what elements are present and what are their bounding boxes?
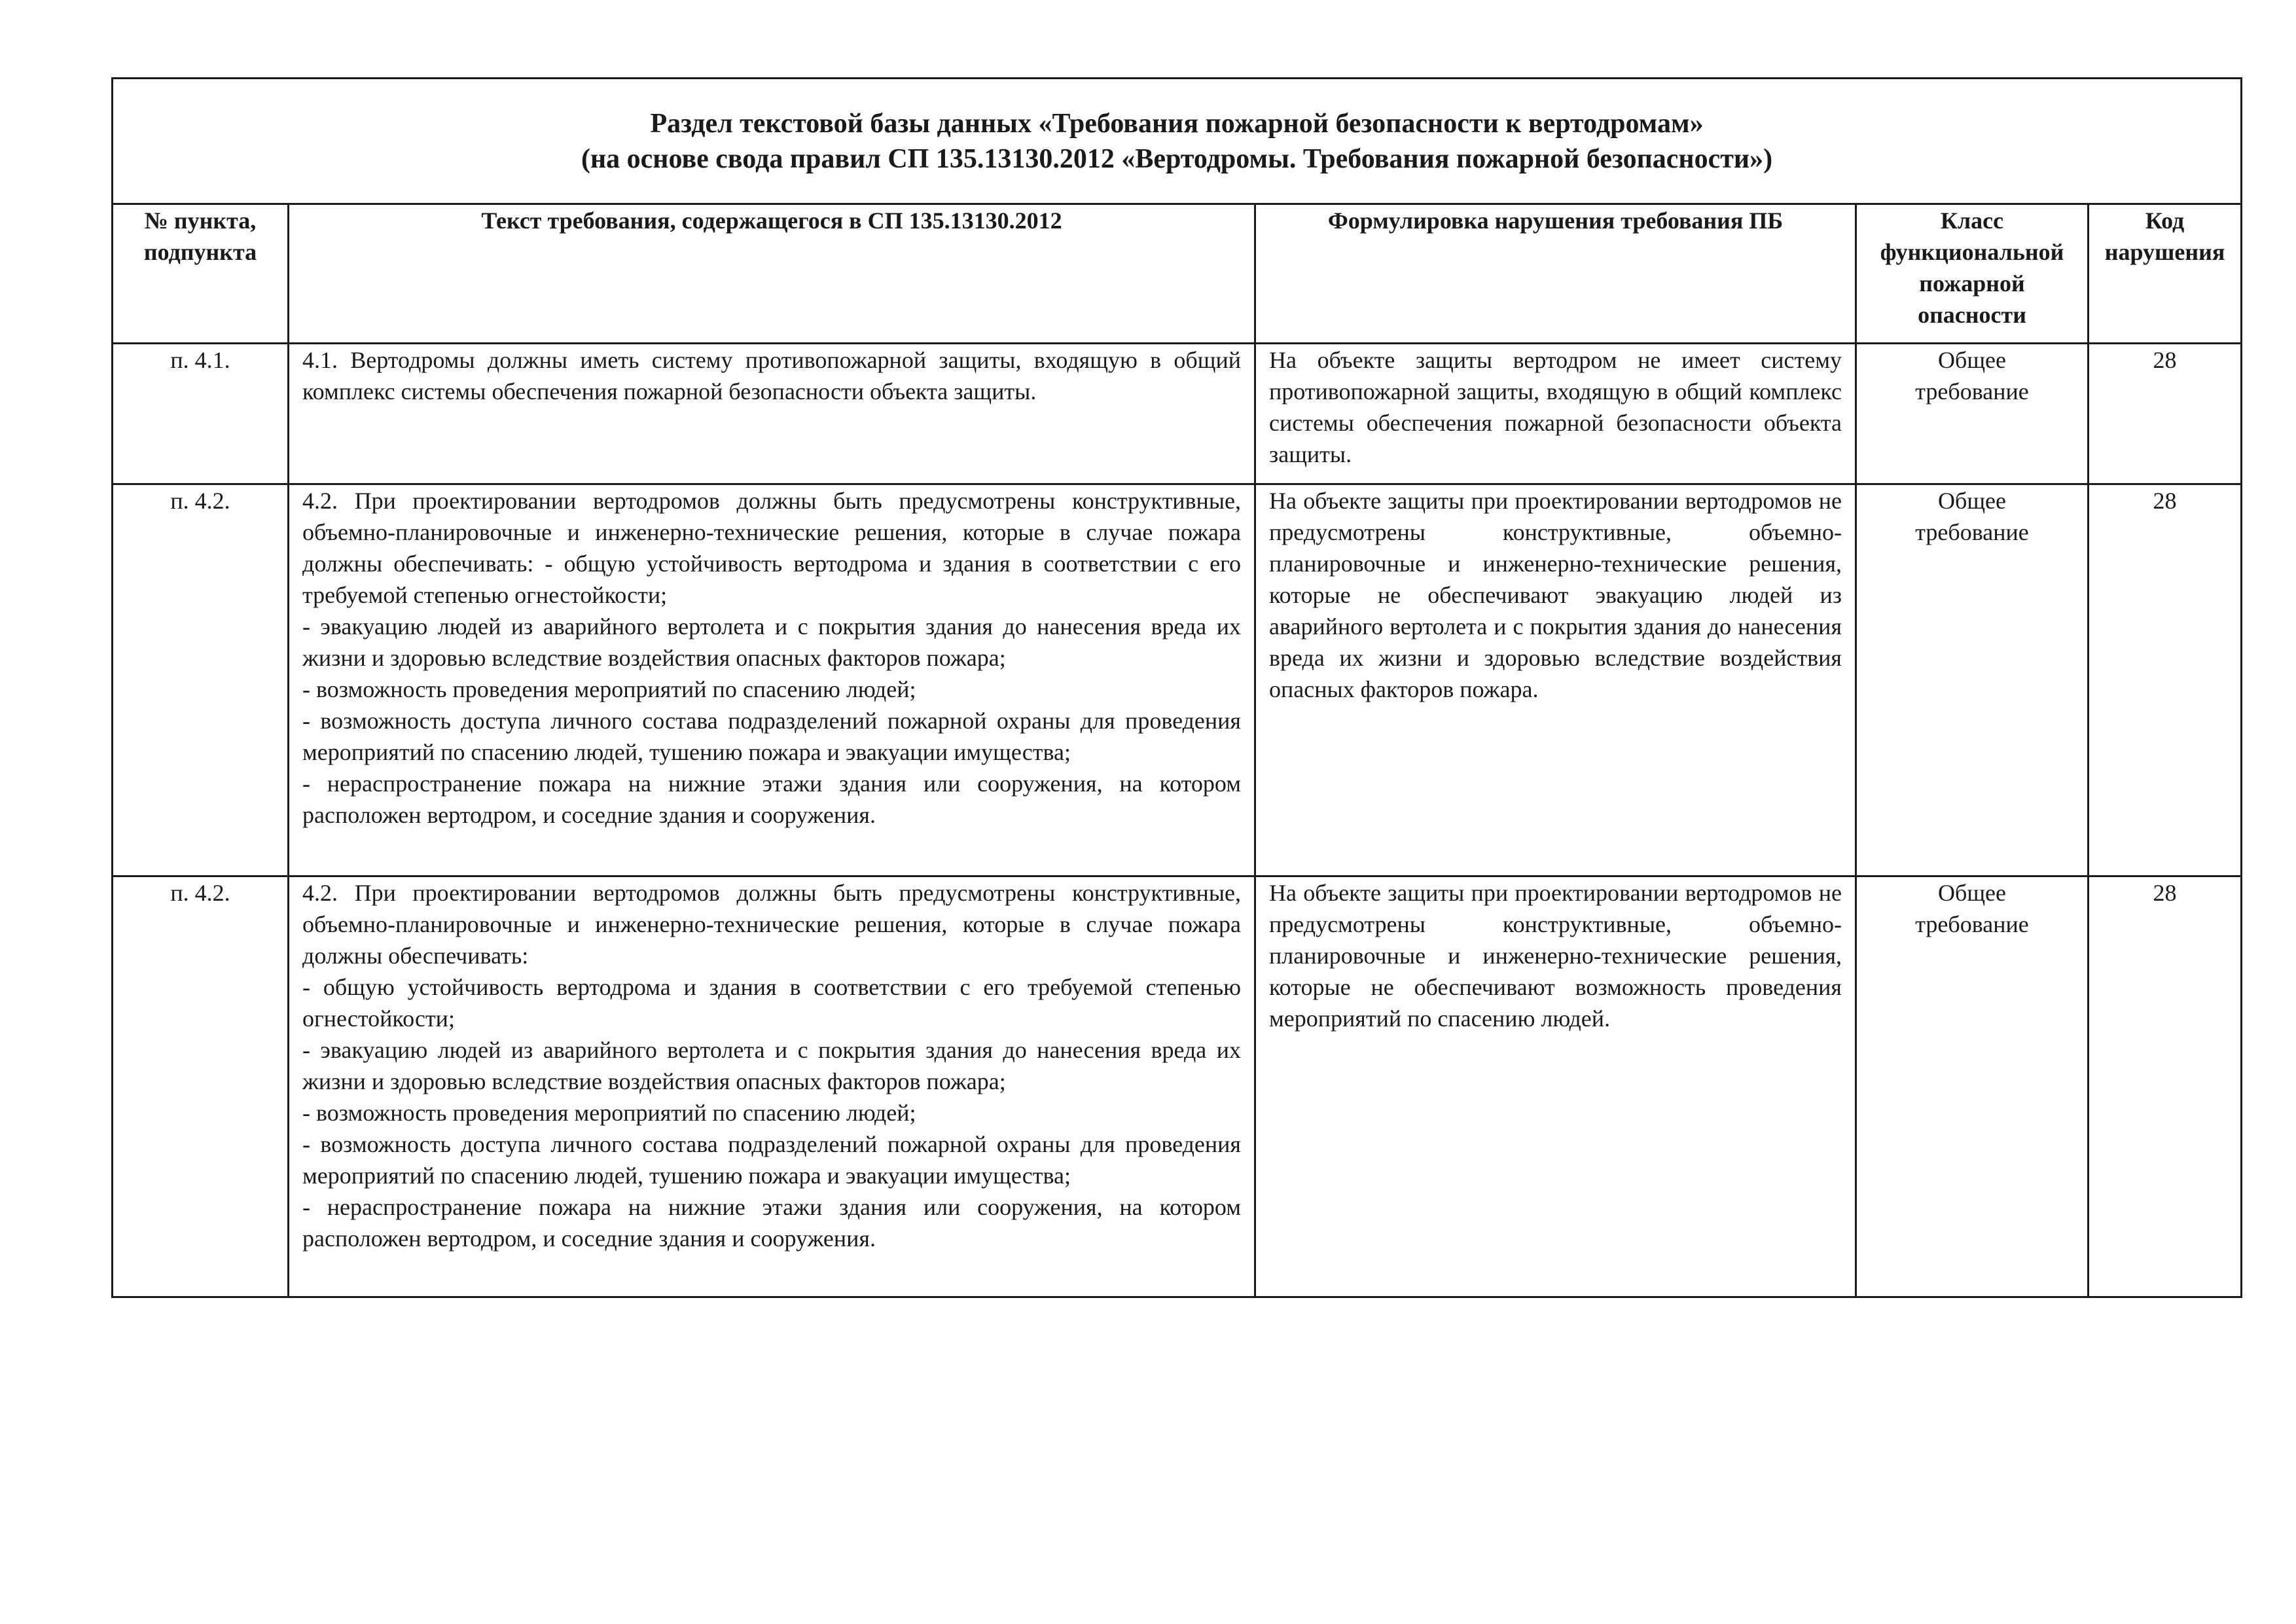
cell-requirement-text: 4.2. При проектировании вертодромов должны быть предусмотрены конструктивные, объемно-планировочные и инженерно-технические решения, которые в случае пожара должны обеспечивать: - общую устойчивость вертодрома и здания в соответствии с его требуемой степенью огнестойкости; - эвакуацию людей из аварийного вертолета и с покрытия здания до нанесения вреда их жизни и здоровью вследствие воздействия опасных факторов пожара; - возможность проведения мероприятий по спасению людей; - возможность доступа личного состава подразделений пожарной охраны для проведения мероприятий по спасению людей, тушению пожара и эвакуации имущества; - нераспространение пожара на нижние этажи здания или сооружения, на котором расположен вертодром, и соседние здания и сооружения. <box>289 484 1255 876</box>
cell-violation-wording: На объекте защиты вертодром не имеет систему противопожарной защиты, входящую в общий комплекс системы обеспечения пожарной безопасности объекта защиты. <box>1255 344 1856 484</box>
table-row <box>113 484 2242 876</box>
cell-violation-code: 28 <box>2089 484 2242 876</box>
header-row <box>113 204 2242 344</box>
header-item-number: № пункта, подпункта <box>113 204 289 344</box>
title-line-2: (на основе свода правил СП 135.13130.2012 «Вертодромы. Требования пожарной безопасности») <box>581 143 1773 174</box>
cell-hazard-class: Общее требование <box>1856 876 2089 1297</box>
table-title <box>113 79 2242 204</box>
cell-hazard-class: Общее требование <box>1856 484 2089 876</box>
requirements-table <box>111 77 2242 1298</box>
header-requirement-text: Текст требования, содержащегося в СП 135.13130.2012 <box>289 204 1255 344</box>
title-row <box>113 79 2242 204</box>
cell-violation-code: 28 <box>2089 344 2242 484</box>
header-violation-code: Код нарушения <box>2089 204 2242 344</box>
table-row <box>113 876 2242 1297</box>
table-row <box>113 344 2242 484</box>
cell-violation-wording: На объекте защиты при проектировании вертодромов не предусмотрены конструктивные, объемно-планировочные и инженерно-технические решения, которые не обеспечивают возможность проведения мероприятий по спасению людей. <box>1255 876 1856 1297</box>
cell-requirement-text: 4.2. При проектировании вертодромов должны быть предусмотрены конструктивные, объемно-планировочные и инженерно-технические решения, которые в случае пожара должны обеспечивать: - общую устойчивость вертодрома и здания в соответствии с его требуемой степенью огнестойкости; - эвакуацию людей из аварийного вертолета и с покрытия здания до нанесения вреда их жизни и здоровью вследствие воздействия опасных факторов пожара; - возможность проведения мероприятий по спасению людей; - возможность доступа личного состава подразделений пожарной охраны для проведения мероприятий по спасению людей, тушению пожара и эвакуации имущества; - нераспространение пожара на нижние этажи здания или сооружения, на котором расположен вертодром, и соседние здания и сооружения. <box>289 876 1255 1297</box>
cell-item-number: п. 4.1. <box>113 344 289 484</box>
cell-violation-wording: На объекте защиты при проектировании вертодромов не предусмотрены конструктивные, объемно-планировочные и инженерно-технические решения, которые не обеспечивают эвакуацию людей из аварийного вертолета и с покрытия здания до нанесения вреда их жизни и здоровью вследствие воздействия опасных факторов пожара. <box>1255 484 1856 876</box>
cell-requirement-text: 4.1. Вертодромы должны иметь систему противопожарной защиты, входящую в общий комплекс системы обеспечения пожарной безопасности объекта защиты. <box>289 344 1255 484</box>
header-hazard-class: Класс функциональной пожарной опасности <box>1856 204 2089 344</box>
cell-item-number: п. 4.2. <box>113 876 289 1297</box>
title-line-1: Раздел текстовой базы данных «Требования пожарной безопасности к вертодромам» <box>650 108 1704 139</box>
document-sheet <box>111 77 2240 1298</box>
cell-hazard-class: Общее требование <box>1856 344 2089 484</box>
cell-violation-code: 28 <box>2089 876 2242 1297</box>
cell-item-number: п. 4.2. <box>113 484 289 876</box>
header-violation-wording: Формулировка нарушения требования ПБ <box>1255 204 1856 344</box>
